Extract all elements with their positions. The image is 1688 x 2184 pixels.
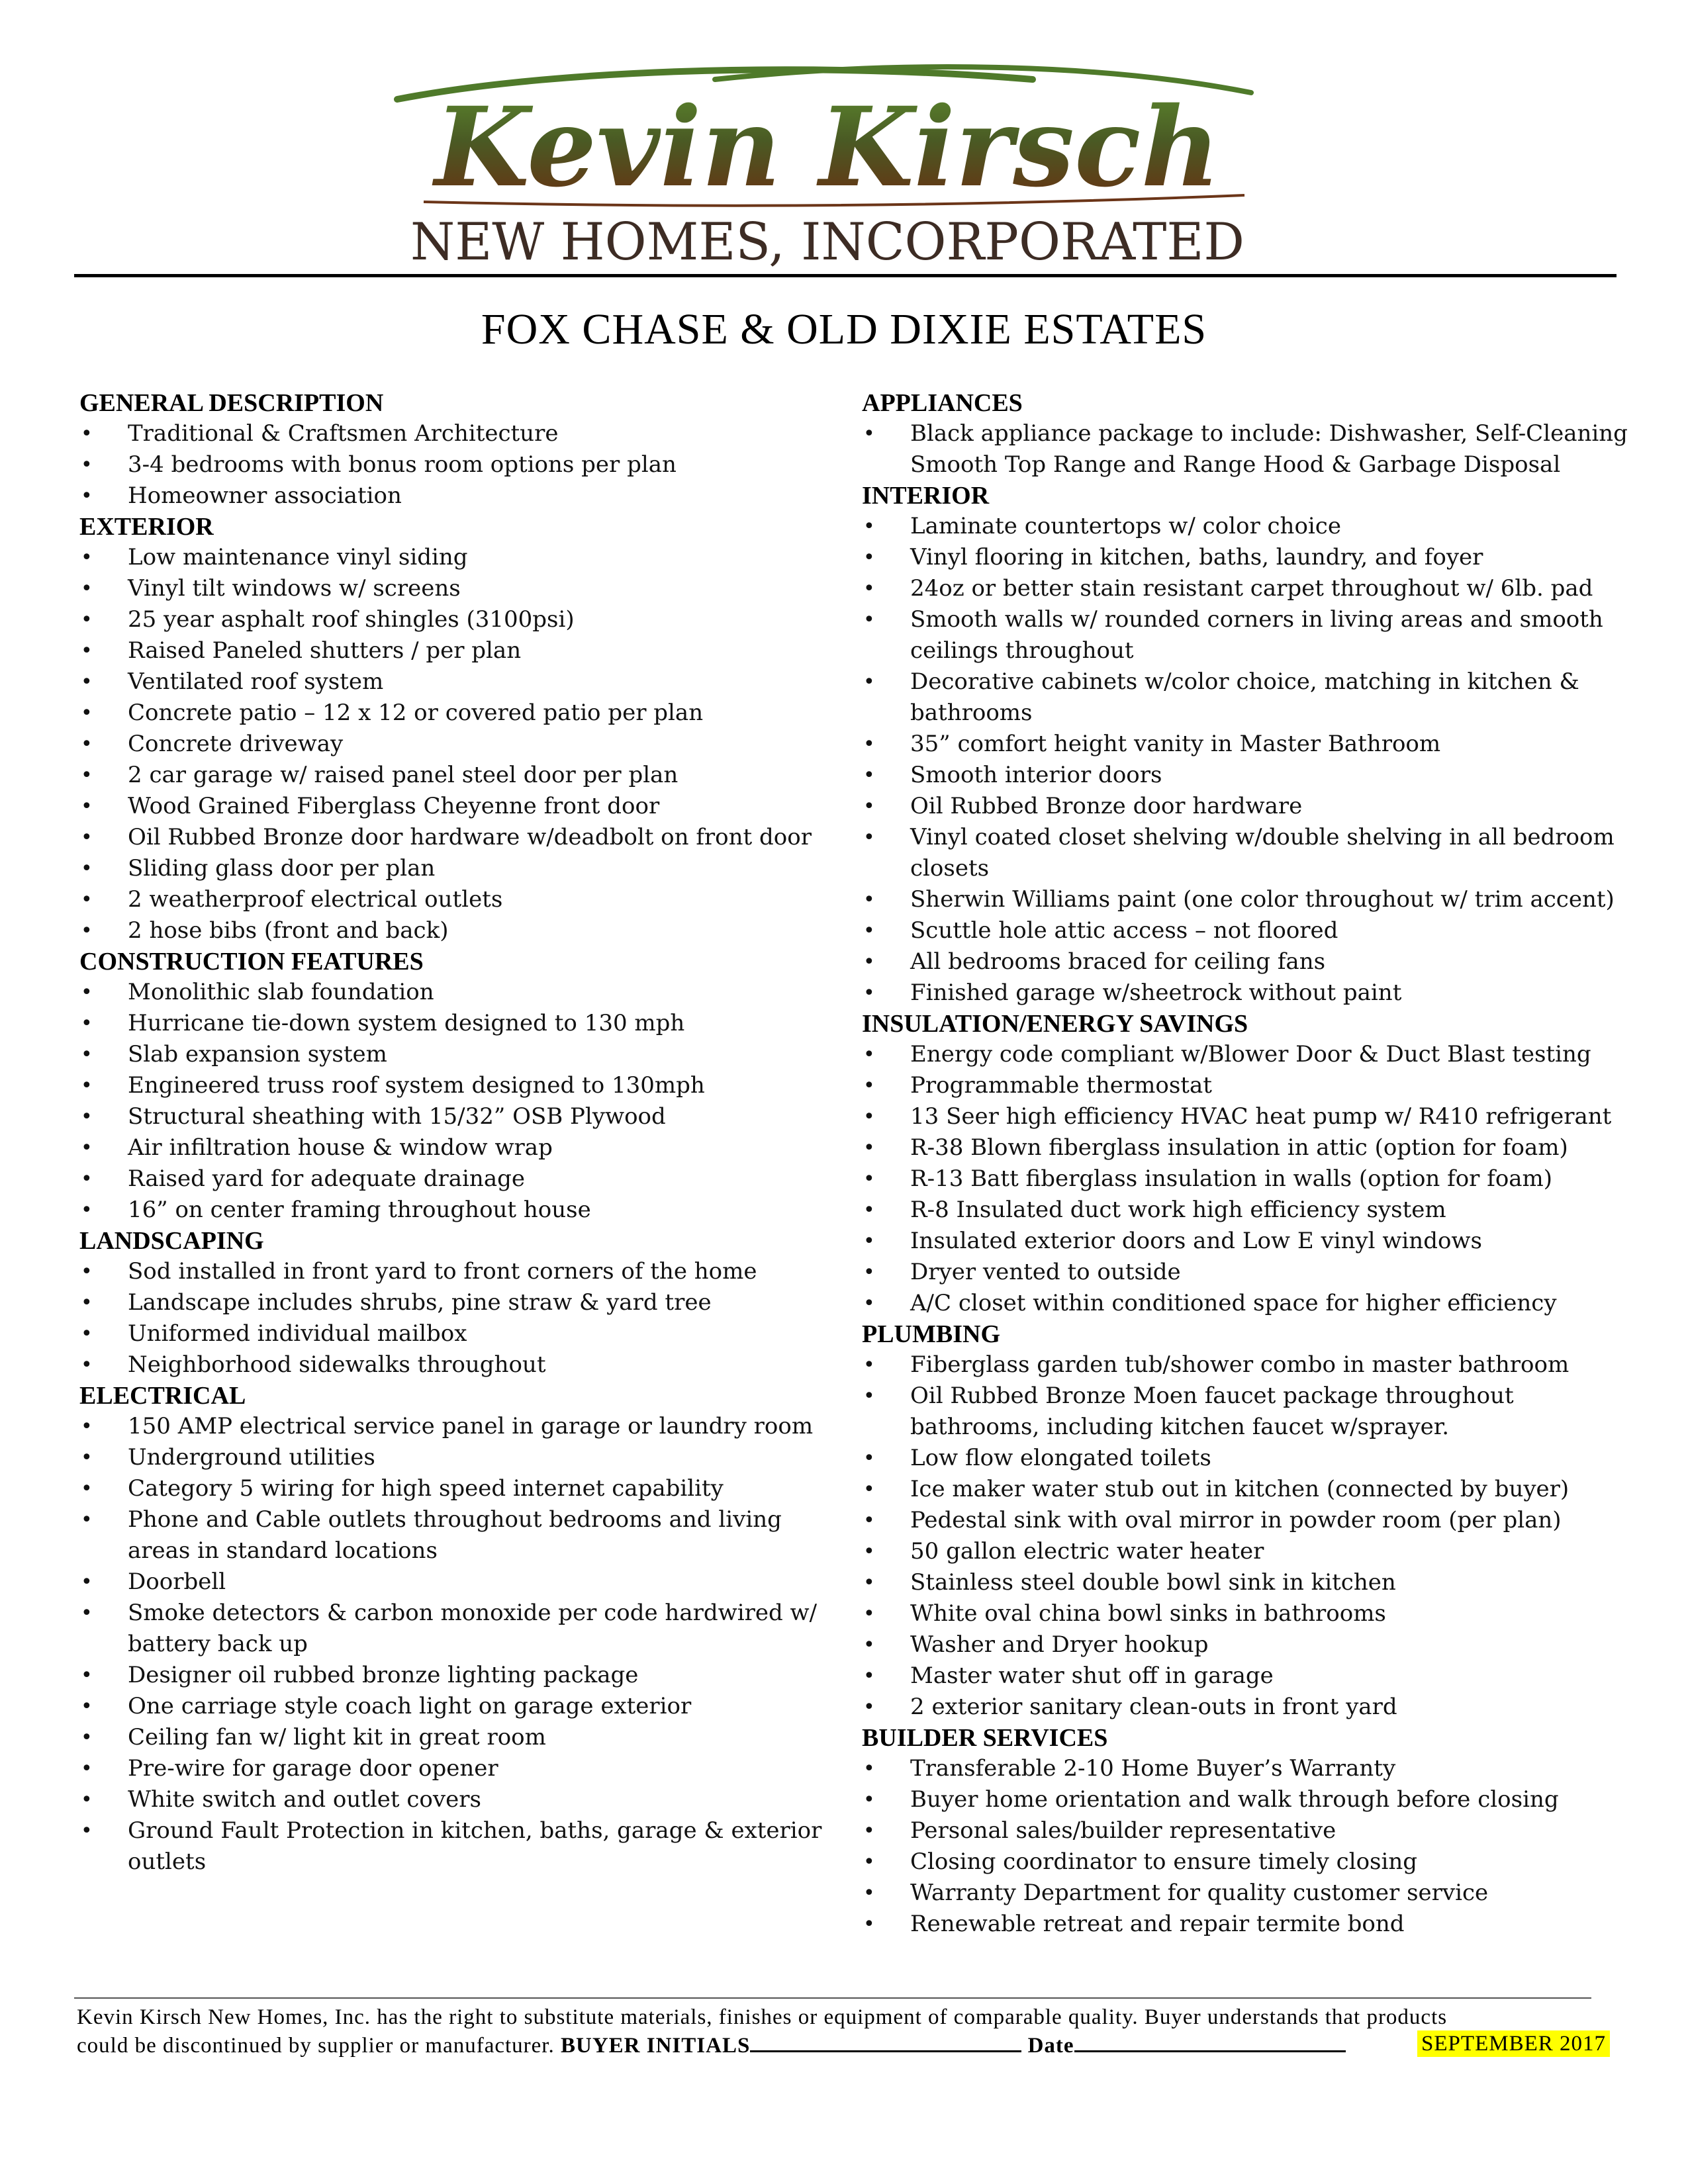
bullet-icon: •	[81, 1322, 93, 1345]
bullet-icon: •	[81, 546, 93, 569]
bullet-icon: •	[863, 919, 875, 942]
bullet-icon: •	[863, 670, 875, 694]
bullet-icon: •	[863, 1882, 875, 1905]
list-item-text: Vinyl tilt windows w/ screens	[128, 575, 461, 602]
list-item	[862, 1039, 1630, 1070]
list-item	[862, 666, 1630, 729]
list-item-text: Transferable 2-10 Home Buyer’s Warranty	[910, 1755, 1396, 1782]
bullet-icon: •	[81, 857, 93, 880]
list-item	[79, 1504, 847, 1567]
list-item	[79, 1318, 847, 1349]
list-item	[862, 1101, 1630, 1132]
list-item	[862, 1443, 1630, 1474]
list-item-text: 13 Seer high efficiency HVAC heat pump w/ R410 refrigerant	[910, 1103, 1612, 1130]
list-item	[79, 1815, 847, 1878]
list-item-text: 16” on center framing throughout house	[128, 1197, 591, 1223]
list-item	[862, 1878, 1630, 1909]
list-item-text: R-13 Batt fiberglass insulation in walls (option for foam)	[910, 1165, 1553, 1192]
list-item-text: Hurricane tie-down system designed to 130 mph	[128, 1010, 685, 1036]
list-item-text: Buyer home orientation and walk through before closing	[910, 1786, 1559, 1813]
list-item-text: Fiberglass garden tub/shower combo in master bathroom	[910, 1351, 1570, 1378]
list-item-text: 25 year asphalt roof shingles (3100psi)	[128, 606, 575, 633]
list-item-text: Washer and Dryer hookup	[910, 1631, 1209, 1658]
bullet-icon: •	[863, 608, 875, 631]
bullet-icon: •	[81, 795, 93, 818]
list-item-text: Engineered truss roof system designed to 130mph	[128, 1072, 705, 1099]
logo-company-name: NEW HOMES, INCORPORATED	[410, 212, 1244, 271]
bullet-icon: •	[863, 577, 875, 600]
list-item-text: Stainless steel double bowl sink in kitchen	[910, 1569, 1396, 1596]
bullet-icon: •	[863, 1757, 875, 1780]
section-heading: PLUMBING	[862, 1320, 1000, 1348]
spec-section	[79, 512, 847, 946]
footer-line-2	[77, 2030, 1613, 2057]
list-item	[79, 1195, 847, 1226]
list-item-text: Warranty Department for quality customer service	[910, 1880, 1489, 1906]
bullet-icon: •	[863, 1540, 875, 1563]
spec-section	[79, 946, 847, 1226]
list-item-text: Oil Rubbed Bronze Moen faucet package throughout bathrooms, including kitchen faucet w/sprayer.	[910, 1383, 1514, 1440]
list-item-text: 3-4 bedrooms with bonus room options per plan	[128, 451, 677, 478]
list-item-text: Decorative cabinets w/color choice, matching in kitchen & bathrooms	[910, 668, 1579, 726]
list-item-text: R-38 Blown fiberglass insulation in attic (option for foam)	[910, 1134, 1568, 1161]
bullet-icon: •	[81, 1477, 93, 1500]
list-item-text: Oil Rubbed Bronze door hardware	[910, 793, 1303, 819]
list-item	[862, 729, 1630, 760]
logo-script-name: Kevin Kirsch	[434, 83, 1221, 211]
list-item	[862, 884, 1630, 915]
list-item	[862, 1474, 1630, 1505]
list-item	[862, 1505, 1630, 1536]
date-field[interactable]	[1074, 2030, 1346, 2052]
feature-list	[79, 1411, 847, 1878]
list-item-text: R-8 Insulated duct work high efficiency system	[910, 1197, 1446, 1223]
list-item-text: Personal sales/builder representative	[910, 1817, 1336, 1844]
list-item	[862, 542, 1630, 573]
list-item	[862, 1288, 1630, 1319]
list-item	[79, 1473, 847, 1504]
list-item	[79, 853, 847, 884]
bullet-icon: •	[863, 981, 875, 1005]
bullet-icon: •	[863, 1571, 875, 1594]
bullet-icon: •	[863, 422, 875, 445]
list-item-text: 2 hose bibs (front and back)	[128, 917, 449, 944]
bullet-icon: •	[81, 1757, 93, 1780]
list-item	[862, 1132, 1630, 1163]
list-item-text: 35” comfort height vanity in Master Bathroom	[910, 731, 1441, 757]
list-item-text: Uniformed individual mailbox	[128, 1320, 467, 1347]
feature-list	[862, 1349, 1630, 1723]
bullet-icon: •	[863, 1230, 875, 1253]
list-item-text: Designer oil rubbed bronze lighting package	[128, 1662, 639, 1688]
list-item-text: Low maintenance vinyl siding	[128, 544, 468, 570]
list-item-text: Energy code compliant w/Blower Door & Duct Blast testing	[910, 1041, 1591, 1068]
bullet-icon: •	[81, 1043, 93, 1066]
bullet-icon: •	[81, 1167, 93, 1191]
section-heading: GENERAL DESCRIPTION	[79, 389, 384, 417]
list-item	[862, 1815, 1630, 1846]
list-item	[79, 1598, 847, 1660]
bullet-icon: •	[863, 1850, 875, 1874]
feature-list	[862, 418, 1630, 480]
bullet-icon: •	[81, 670, 93, 694]
bullet-icon: •	[81, 1012, 93, 1035]
feature-list	[862, 511, 1630, 1009]
bullet-icon: •	[81, 1664, 93, 1687]
list-item	[862, 760, 1630, 791]
bullet-icon: •	[863, 1292, 875, 1315]
list-item-text: Concrete patio – 12 x 12 or covered patio per plan	[128, 700, 704, 726]
list-item-text: Programmable thermostat	[910, 1072, 1212, 1099]
bullet-icon: •	[863, 764, 875, 787]
bullet-icon: •	[863, 1136, 875, 1160]
bullet-icon: •	[81, 981, 93, 1004]
list-item	[79, 729, 847, 760]
spec-section	[862, 1009, 1630, 1319]
list-item	[862, 1163, 1630, 1195]
bullet-icon: •	[863, 1696, 875, 1719]
list-item-text: Vinyl flooring in kitchen, baths, laundry, and foyer	[910, 544, 1483, 570]
header-divider	[74, 274, 1617, 277]
bullet-icon: •	[863, 546, 875, 569]
bullet-icon: •	[863, 1478, 875, 1501]
list-item-text: Ventilated roof system	[128, 668, 384, 695]
list-item	[862, 1070, 1630, 1101]
list-item	[79, 1411, 847, 1442]
list-item-text: 150 AMP electrical service panel in garage or laundry room	[128, 1413, 814, 1439]
feature-list	[79, 418, 847, 512]
bullet-icon: •	[863, 1105, 875, 1128]
list-item-text: Phone and Cable outlets throughout bedrooms and living areas in standard locations	[128, 1506, 782, 1564]
list-item	[79, 635, 847, 666]
list-item-text: Pedestal sink with oval mirror in powder room (per plan)	[910, 1507, 1562, 1533]
list-item-text: Black appliance package to include: Dishwasher, Self-Cleaning Smooth Top Range and Range Hood & Garbage Disposal	[910, 420, 1628, 478]
list-item	[79, 1008, 847, 1039]
list-item	[862, 1257, 1630, 1288]
list-item-text: Landscape includes shrubs, pine straw & yard tree	[128, 1289, 712, 1316]
bullet-icon: •	[863, 1261, 875, 1284]
list-item	[79, 1132, 847, 1163]
list-item-text: Ground Fault Protection in kitchen, baths, garage & exterior outlets	[128, 1817, 822, 1875]
list-item	[862, 978, 1630, 1009]
right-column	[862, 388, 1630, 1940]
list-item-text: White switch and outlet covers	[128, 1786, 481, 1813]
list-item-text: Pre-wire for garage door opener	[128, 1755, 498, 1782]
list-item-text: Category 5 wiring for high speed internet capability	[128, 1475, 724, 1502]
list-item	[862, 1226, 1630, 1257]
bullet-icon: •	[863, 515, 875, 538]
list-item-text: 50 gallon electric water heater	[910, 1538, 1264, 1565]
list-item-text: Neighborhood sidewalks throughout	[128, 1351, 546, 1378]
list-item-text: Raised yard for adequate drainage	[128, 1165, 525, 1192]
list-item	[862, 1567, 1630, 1598]
list-item-text: Smoke detectors & carbon monoxide per code hardwired w/ battery back up	[128, 1600, 818, 1657]
list-item	[862, 604, 1630, 666]
list-item	[862, 1536, 1630, 1567]
list-item	[79, 1101, 847, 1132]
list-item	[862, 1692, 1630, 1723]
feature-list	[79, 1256, 847, 1381]
list-item-text: Closing coordinator to ensure timely closing	[910, 1848, 1418, 1875]
document-title: FOX CHASE & OLD DIXIE ESTATES	[481, 305, 1207, 353]
list-item-text: Smooth interior doors	[910, 762, 1162, 788]
bullet-icon: •	[863, 795, 875, 818]
spec-section	[79, 388, 847, 512]
list-item	[79, 542, 847, 573]
bullet-icon: •	[81, 1819, 93, 1843]
list-item	[862, 573, 1630, 604]
list-item	[79, 1722, 847, 1753]
bullet-icon: •	[81, 1446, 93, 1469]
list-item	[862, 418, 1630, 480]
footer-line-2-text: could be discontinued by supplier or manufacturer.	[77, 2034, 555, 2058]
bullet-icon: •	[81, 608, 93, 631]
list-item	[862, 1598, 1630, 1629]
bullet-icon: •	[81, 1136, 93, 1160]
footer-disclaimer	[77, 2004, 1613, 2057]
list-item-text: Laminate countertops w/ color choice	[910, 513, 1341, 539]
list-item-text: Low flow elongated toilets	[910, 1445, 1211, 1471]
list-item-text: Smooth walls w/ rounded corners in living areas and smooth ceilings throughout	[910, 606, 1603, 664]
list-item-text: Concrete driveway	[128, 731, 344, 757]
list-item	[79, 822, 847, 853]
list-item	[79, 480, 847, 512]
bullet-icon: •	[81, 764, 93, 787]
section-heading: INSULATION/ENERGY SAVINGS	[862, 1010, 1248, 1038]
list-item	[862, 1909, 1630, 1940]
list-item	[79, 1070, 847, 1101]
list-item-text: Sliding glass door per plan	[128, 855, 436, 882]
list-item	[79, 915, 847, 946]
list-item-text: Vinyl coated closet shelving w/double shelving in all bedroom closets	[910, 824, 1615, 882]
list-item-text: Sod installed in front yard to front corners of the home	[128, 1258, 757, 1285]
list-item-text: 2 weatherproof electrical outlets	[128, 886, 503, 913]
section-heading: CONSTRUCTION FEATURES	[79, 948, 424, 976]
bullet-icon: •	[81, 1726, 93, 1749]
list-item-text: Sherwin Williams paint (one color throughout w/ trim accent)	[910, 886, 1615, 913]
bullet-icon: •	[863, 950, 875, 974]
bullet-icon: •	[863, 1385, 875, 1408]
bullet-icon: •	[863, 1788, 875, 1811]
list-item-text: Monolithic slab foundation	[128, 979, 434, 1005]
list-item	[79, 604, 847, 635]
list-item	[862, 511, 1630, 542]
list-item-text: Ceiling fan w/ light kit in great room	[128, 1724, 546, 1751]
list-item	[862, 1784, 1630, 1815]
bullet-icon: •	[863, 1199, 875, 1222]
list-item	[862, 1629, 1630, 1661]
bullet-icon: •	[81, 826, 93, 849]
revision-date-badge: SEPTEMBER 2017	[1417, 2030, 1610, 2057]
bullet-icon: •	[81, 1199, 93, 1222]
list-item	[79, 884, 847, 915]
list-item	[79, 1349, 847, 1381]
bullet-icon: •	[81, 1105, 93, 1128]
feature-list	[862, 1039, 1630, 1319]
bullet-icon: •	[863, 1913, 875, 1936]
list-item	[862, 822, 1630, 884]
bullet-icon: •	[863, 826, 875, 849]
spec-section	[79, 1381, 847, 1878]
list-item-text: 2 exterior sanitary clean-outs in front yard	[910, 1694, 1397, 1720]
bullet-icon: •	[863, 1633, 875, 1657]
bullet-icon: •	[863, 1602, 875, 1625]
date-label: Date	[1027, 2034, 1074, 2058]
bullet-icon: •	[81, 577, 93, 600]
list-item-text: Scuttle hole attic access – not floored	[910, 917, 1338, 944]
section-heading: ELECTRICAL	[79, 1382, 246, 1410]
bullet-icon: •	[81, 1508, 93, 1531]
list-item-text: Traditional & Craftsmen Architecture	[128, 420, 559, 447]
bullet-icon: •	[81, 1415, 93, 1438]
list-item	[79, 1784, 847, 1815]
list-item	[79, 1567, 847, 1598]
list-item	[79, 791, 847, 822]
list-item	[862, 1846, 1630, 1878]
list-item	[862, 946, 1630, 978]
bullet-icon: •	[81, 1074, 93, 1097]
company-logo	[371, 53, 1284, 271]
list-item-text: Insulated exterior doors and Low E vinyl windows	[910, 1228, 1482, 1254]
list-item-text: Dryer vented to outside	[910, 1259, 1181, 1285]
bullet-icon: •	[81, 888, 93, 911]
footer-divider	[74, 1997, 1591, 1999]
feature-list	[862, 1753, 1630, 1940]
list-item	[79, 1039, 847, 1070]
list-item-text: Homeowner association	[128, 482, 402, 509]
section-heading: BUILDER SERVICES	[862, 1724, 1108, 1752]
feature-list	[79, 542, 847, 946]
list-item-text: One carriage style coach light on garage exterior	[128, 1693, 692, 1719]
list-item-text: All bedrooms braced for ceiling fans	[910, 948, 1326, 975]
list-item	[79, 449, 847, 480]
list-item	[79, 1442, 847, 1473]
spec-section	[862, 1319, 1630, 1723]
bullet-icon: •	[863, 1664, 875, 1688]
bullet-icon: •	[863, 1447, 875, 1470]
bullet-icon: •	[81, 1260, 93, 1283]
bullet-icon: •	[81, 1291, 93, 1314]
list-item-text: Oil Rubbed Bronze door hardware w/deadbolt on front door	[128, 824, 812, 850]
bullet-icon: •	[81, 1695, 93, 1718]
list-item-text: A/C closet within conditioned space for higher efficiency	[910, 1290, 1557, 1316]
bullet-icon: •	[863, 1074, 875, 1097]
bullet-icon: •	[81, 1602, 93, 1625]
bullet-icon: •	[81, 453, 93, 477]
list-item-text: Structural sheathing with 15/32” OSB Plywood	[128, 1103, 666, 1130]
list-item	[862, 1349, 1630, 1381]
bullet-icon: •	[863, 1819, 875, 1843]
bullet-icon: •	[863, 888, 875, 911]
list-item	[79, 418, 847, 449]
list-item-text: Doorbell	[128, 1569, 226, 1595]
bullet-icon: •	[81, 733, 93, 756]
list-item-text: 24oz or better stain resistant carpet throughout w/ 6lb. pad	[910, 575, 1593, 602]
list-item	[79, 1256, 847, 1287]
bullet-icon: •	[81, 1788, 93, 1811]
buyer-initials-label: BUYER INITIALS	[560, 2034, 751, 2058]
list-item-text: Finished garage w/sheetrock without paint	[910, 979, 1402, 1006]
list-item	[862, 1195, 1630, 1226]
list-item-text: Underground utilities	[128, 1444, 375, 1471]
list-item	[79, 1753, 847, 1784]
list-item-text: Raised Paneled shutters / per plan	[128, 637, 522, 664]
list-item-text: Ice maker water stub out in kitchen (connected by buyer)	[910, 1476, 1570, 1502]
bullet-icon: •	[81, 1353, 93, 1377]
list-item	[79, 1163, 847, 1195]
spec-section	[862, 1723, 1630, 1940]
bullet-icon: •	[81, 422, 93, 445]
list-item	[79, 1691, 847, 1722]
buyer-initials-field[interactable]	[750, 2030, 1021, 2052]
list-item-text: Slab expansion system	[128, 1041, 387, 1068]
section-heading: APPLIANCES	[862, 389, 1023, 417]
bullet-icon: •	[81, 484, 93, 508]
bullet-icon: •	[81, 1570, 93, 1594]
bullet-icon: •	[863, 1167, 875, 1191]
bullet-icon: •	[863, 1509, 875, 1532]
spec-section	[862, 388, 1630, 480]
spec-section	[79, 1226, 847, 1381]
bullet-icon: •	[863, 1043, 875, 1066]
bullet-icon: •	[81, 639, 93, 662]
section-heading: EXTERIOR	[79, 513, 214, 541]
bullet-icon: •	[863, 1353, 875, 1377]
bullet-icon: •	[81, 919, 93, 942]
section-heading: INTERIOR	[862, 482, 990, 510]
list-item	[79, 698, 847, 729]
list-item	[79, 666, 847, 698]
bullet-icon: •	[81, 702, 93, 725]
list-item	[862, 1753, 1630, 1784]
list-item	[79, 1660, 847, 1691]
list-item	[862, 1661, 1630, 1692]
section-heading: LANDSCAPING	[79, 1227, 264, 1255]
list-item-text: Master water shut off in garage	[910, 1662, 1274, 1689]
list-item	[79, 977, 847, 1008]
bullet-icon: •	[863, 733, 875, 756]
list-item	[79, 1287, 847, 1318]
footer-line-1: Kevin Kirsch New Homes, Inc. has the right to substitute materials, finishes or equipment of comparable quality. Buyer understands that products	[77, 2005, 1448, 2029]
list-item-text: 2 car garage w/ raised panel steel door per plan	[128, 762, 679, 788]
list-item	[862, 915, 1630, 946]
list-item-text: Wood Grained Fiberglass Cheyenne front door	[128, 793, 660, 819]
list-item	[862, 791, 1630, 822]
list-item	[79, 760, 847, 791]
list-item	[862, 1381, 1630, 1443]
list-item-text: White oval china bowl sinks in bathrooms	[910, 1600, 1386, 1627]
spec-section	[862, 480, 1630, 1009]
list-item-text: Air infiltration house & window wrap	[128, 1134, 553, 1161]
feature-list	[79, 977, 847, 1226]
list-item-text: Renewable retreat and repair termite bond	[910, 1911, 1405, 1937]
list-item	[79, 573, 847, 604]
left-column	[79, 388, 847, 1878]
